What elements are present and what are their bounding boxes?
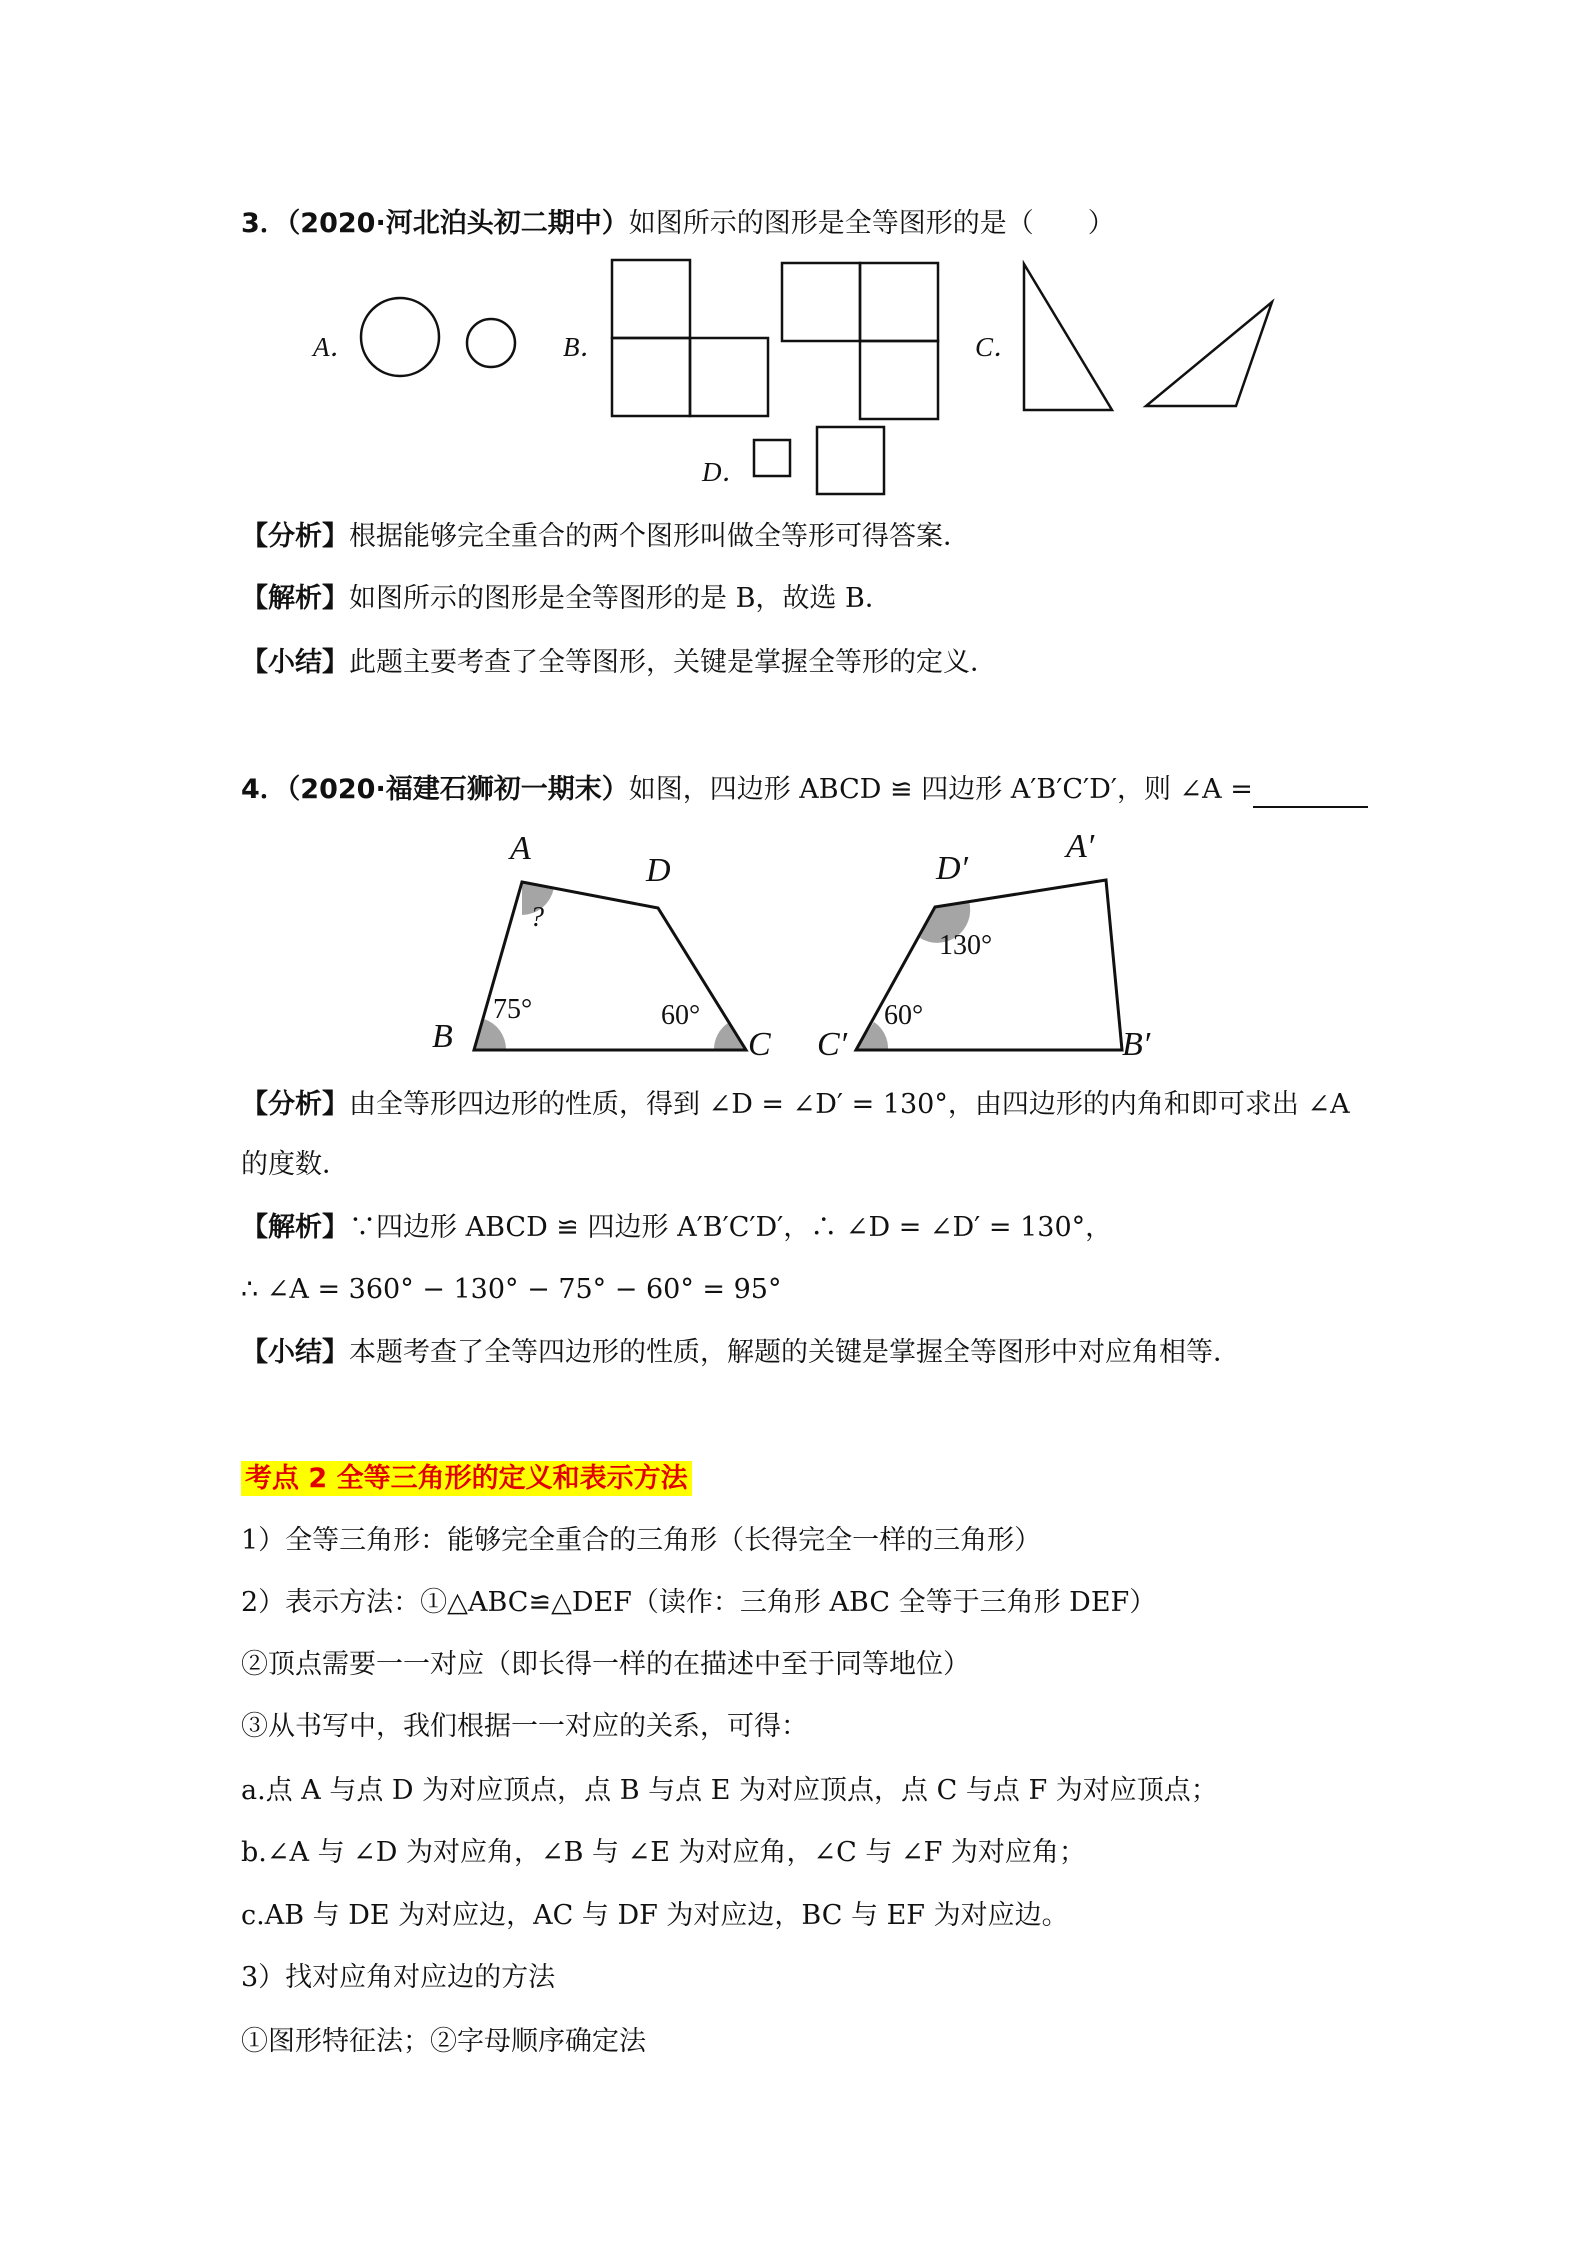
q4-solution-cont <box>241 1272 781 1308</box>
q4-fig1-vertex-d: D <box>646 852 671 889</box>
q4-number: 4． <box>241 774 287 805</box>
q3-solution-tag: 【解析】 <box>241 583 349 614</box>
section-line-3: ②顶点需要一一对应（即长得一样的在描述中至于同等地位） <box>241 1649 970 1680</box>
section-line-9: ①图形特征法；②字母顺序确定法 <box>241 2026 646 2057</box>
q3-solution-text: 如图所示的图形是全等图形的是 B，故选 B． <box>349 583 892 614</box>
q3-option-a-figure <box>340 280 540 380</box>
q4-solution-tag: 【解析】 <box>241 1212 349 1243</box>
q4-solution <box>241 1210 1112 1246</box>
q4-solution-text-2: ∴ ∠A = 360° − 130° − 75° − 60° = 95° <box>241 1274 782 1305</box>
q3-source: （2020·河北泊头初二期中） <box>286 208 629 239</box>
q3-option-c-label: C． <box>975 332 1021 362</box>
q3-summary-tag: 【小结】 <box>241 647 349 678</box>
section-line-7: c.AB 与 DE 为对应边，AC 与 DF 为对应边，BC 与 EF 为对应边。 <box>241 1900 1069 1931</box>
section-line-4: ③从书写中，我们根据一一对应的关系，可得： <box>241 1711 808 1742</box>
q3-question-line <box>241 206 1115 242</box>
q3-summary <box>241 645 997 681</box>
section-line-6: b.∠A 与 ∠D 为对应角，∠B 与 ∠E 为对应角，∠C 与 ∠F 为对应角； <box>241 1837 1086 1868</box>
section-title: 考点 2 全等三角形的定义和表示方法 <box>241 1461 692 1496</box>
q4-fig1-vertex-a: A <box>510 830 531 867</box>
q4-analysis <box>241 1087 1350 1123</box>
q4-summary-tag: 【小结】 <box>241 1337 349 1368</box>
section-heading <box>241 1461 692 1497</box>
q4-fig1-vertex-c: C <box>748 1026 771 1063</box>
q4-analysis-cont <box>241 1147 349 1183</box>
section-line-8: 3）找对应角对应边的方法 <box>241 1962 556 1993</box>
q4-fig1-angle-b: 75° <box>493 994 533 1025</box>
q4-source: （2020·福建石狮初一期末） <box>286 774 629 805</box>
q4-fig1-vertex-b: B <box>432 1018 453 1055</box>
section-line-2: 2）表示方法：①△ABC≌△DEF（读作：三角形 ABC 全等于三角形 DEF） <box>241 1587 1157 1618</box>
q4-answer-blank[interactable] <box>1253 780 1368 808</box>
section-line-1: 1）全等三角形：能够完全重合的三角形（长得完全一样的三角形） <box>241 1525 1042 1556</box>
q3-option-d-label: D． <box>702 457 749 487</box>
q3-option-a-label: A． <box>313 332 357 362</box>
q3-analysis-tag: 【分析】 <box>241 521 349 552</box>
q4-fig2-vertex-d: D′ <box>936 850 968 887</box>
q3-analysis <box>241 519 970 555</box>
q3-summary-text: 此题主要考查了全等图形，关键是掌握全等形的定义． <box>349 647 997 678</box>
q4-question: 如图，四边形 ABCD ≌ 四边形 A′B′C′D′，则 ∠A = <box>628 774 1253 805</box>
q4-fig1-angle-a: ? <box>530 902 544 933</box>
q3-option-c-figure <box>1020 262 1280 422</box>
q3-number: 3． <box>241 208 287 239</box>
q4-analysis-text-2: 的度数． <box>241 1149 349 1180</box>
q4-figure-abcd <box>430 825 790 1065</box>
section-line-5: a.点 A 与点 D 为对应顶点，点 B 与点 E 为对应顶点，点 C 与点 F 为对应顶点； <box>241 1775 1218 1806</box>
q4-summary <box>241 1335 1240 1371</box>
q4-fig2-vertex-b: B′ <box>1122 1026 1151 1063</box>
q4-fig2-vertex-c: C′ <box>817 1026 848 1063</box>
q3-option-b-label: B． <box>563 332 607 362</box>
q4-question-line <box>241 772 1368 808</box>
q3-question: 如图所示的图形是全等图形的是（ ） <box>628 208 1115 239</box>
q4-fig2-vertex-a: A′ <box>1066 828 1095 865</box>
q3-option-b-figure <box>610 258 950 418</box>
q3-option-d-figure <box>750 425 890 505</box>
q4-summary-text: 本题考查了全等四边形的性质，解题的关键是掌握全等图形中对应角相等． <box>349 1337 1240 1368</box>
q4-solution-text-1: ∵四边形 ABCD ≌ 四边形 A′B′C′D′，∴ ∠D = ∠D′ = 130°， <box>349 1212 1113 1243</box>
q3-solution <box>241 581 892 617</box>
q4-fig1-angle-c: 60° <box>661 1000 701 1031</box>
q4-fig2-angle-c: 60° <box>884 1000 924 1031</box>
q4-fig2-angle-d: 130° <box>939 930 993 961</box>
q4-analysis-text-1: 由全等形四边形的性质，得到 ∠D = ∠D′ = 130°，由四边形的内角和即可求出 ∠A <box>349 1089 1350 1120</box>
q4-analysis-tag: 【分析】 <box>241 1089 349 1120</box>
q3-analysis-text: 根据能够完全重合的两个图形叫做全等形可得答案． <box>349 521 970 552</box>
